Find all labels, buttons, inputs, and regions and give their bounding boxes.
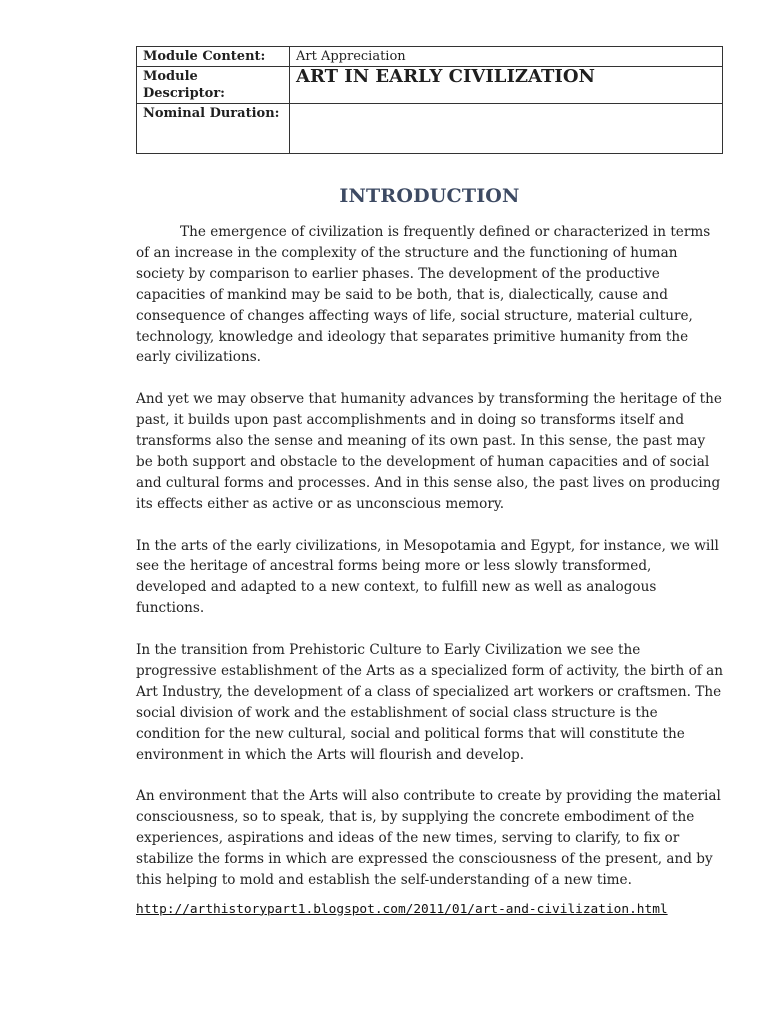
section-heading: INTRODUCTION: [339, 185, 520, 207]
nominal-duration-row: [137, 104, 723, 154]
nominal-duration-value: [290, 104, 723, 154]
nominal-duration-label: Nominal Duration:: [137, 104, 290, 154]
module-descriptor-value: ART IN EARLY CIVILIZATION: [290, 67, 723, 104]
module-info-table: [136, 46, 723, 154]
document-body: [136, 222, 723, 920]
source-link[interactable]: http://arthistorypart1.blogspot.com/2011/01/art-and-civilization.html: [136, 901, 668, 917]
document-page: [136, 46, 723, 920]
module-descriptor-label: Module Descriptor:: [137, 67, 290, 104]
paragraph: The emergence of civilization is frequently defined or characterized in terms of an increase in the complexity of the structure and the functioning of human society by comparison to earlier phases. The development of the productive capacities of mankind may be said to be both, that is, dialectically, cause and consequence of changes affecting ways of life, social structure, material culture, technology, knowledge and ideology that separates primitive humanity from the early civilizations.: [136, 224, 711, 366]
module-content-value: Art Appreciation: [290, 47, 723, 67]
paragraph: In the arts of the early civilizations, in Mesopotamia and Egypt, for instance, we will see the heritage of ancestral forms being more or less slowly transformed, developed and adapted to a new context, to fulfill new as well as analogous functions.: [136, 537, 719, 617]
module-content-row: [137, 47, 723, 67]
module-descriptor-row: [137, 67, 723, 104]
module-content-label: Module Content:: [137, 47, 290, 67]
paragraph: An environment that the Arts will also contribute to create by providing the material consciousness, so to speak, that is, by supplying the concrete embodiment of the experiences, aspirations and ideas of the new times, serving to clarify, to fix or stabilize the forms in which are expressed the consciousness of the present, and by this helping to mold and establish the self-understanding of a new time.: [136, 788, 721, 889]
paragraph: In the transition from Prehistoric Culture to Early Civilization we see the progressive establishment of the Arts as a specialized form of activity, the birth of an Art Industry, the development of a class of specialized art workers or craftsmen. The social division of work and the establishment of social class structure is the condition for the new cultural, social and political forms that will constitute the environment in which the Arts will flourish and develop.: [136, 642, 723, 763]
paragraph: And yet we may observe that humanity advances by transforming the heritage of the past, it builds upon past accomplishments and in doing so transforms itself and transforms also the sense and meaning of its own past. In this sense, the past may be both support and obstacle to the development of human capacities and of social and cultural forms and processes. And in this sense also, the past lives on producing its effects either as active or as unconscious memory.: [136, 391, 722, 512]
